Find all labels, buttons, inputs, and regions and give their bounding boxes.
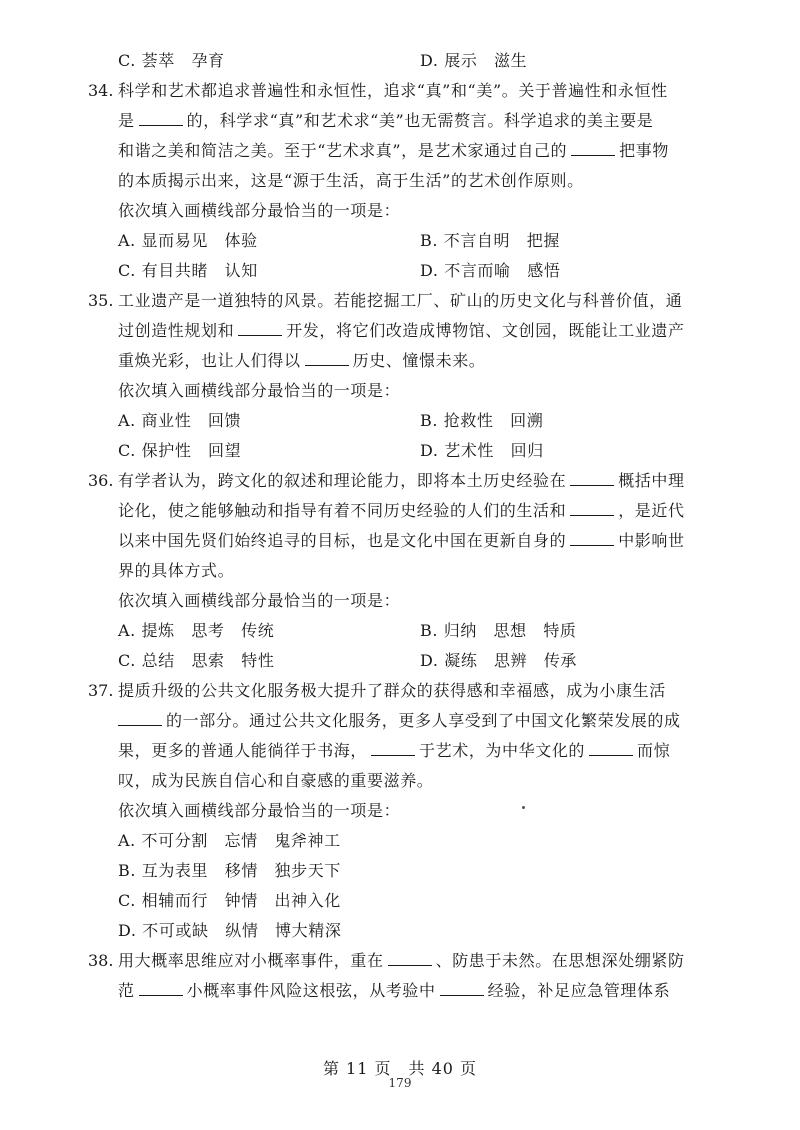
q36-stem-line: 界的具体方式。 xyxy=(118,561,235,580)
page-number: 179 xyxy=(388,1076,412,1090)
answer-blank xyxy=(570,531,614,546)
q34-stem-line: 科学和艺术都追求普遍性和永恒性，追求“真”和“美”。关于普遍性和永恒性 xyxy=(118,81,668,100)
answer-blank xyxy=(238,321,282,336)
answer-blank xyxy=(139,111,183,126)
q36-option-b[interactable]: B. 归纳 思想 特质 xyxy=(420,621,577,640)
q36-stem-text: ，是近代 xyxy=(618,501,685,520)
q37-option-c[interactable]: C. 相辅而行 钟情 出神入化 xyxy=(118,891,341,910)
q34-option-c[interactable]: C. 有目共睹 认知 xyxy=(118,261,258,280)
q37-option-d[interactable]: D. 不可或缺 纵情 博大精深 xyxy=(118,921,342,940)
answer-blank xyxy=(371,741,415,756)
question-number: 34. xyxy=(88,81,114,100)
q38-stem-text: 小概率事件风险这根弦，从考验中 xyxy=(186,981,436,1000)
q37-stem-line: 提质升级的公共文化服务极大提升了群众的获得感和幸福感，成为小康生活 xyxy=(118,681,666,700)
q37-prompt: 依次填入画横线部分最恰当的一项是： xyxy=(118,801,401,820)
q34-stem-text: 把事物 xyxy=(619,141,669,160)
q38-stem-text: 、防患于未然。在思想深处绷紧防 xyxy=(435,951,685,970)
answer-blank xyxy=(139,981,183,996)
q34-stem-text: 是 xyxy=(118,111,135,130)
q38-stem-line xyxy=(118,950,685,972)
answer-blank xyxy=(570,501,614,516)
answer-blank xyxy=(440,981,484,996)
q38-stem-text: 范 xyxy=(118,981,135,1000)
q38-stem-line xyxy=(118,980,670,1002)
q37-option-b[interactable]: B. 互为表里 移情 独步天下 xyxy=(118,861,341,880)
q34-option-a[interactable]: A. 显而易见 体验 xyxy=(118,231,258,250)
answer-blank xyxy=(305,351,349,366)
q34-option-d[interactable]: D. 不言而喻 感悟 xyxy=(420,261,561,280)
answer-blank xyxy=(118,711,162,726)
q36-stem-text: 论化，使之能够触动和指导有着不同历史经验的人们的生活和 xyxy=(118,501,567,520)
q34-option-b[interactable]: B. 不言自明 把握 xyxy=(420,231,560,250)
q37-stem-line: 叹，成为民族自信心和自豪感的重要滋养。 xyxy=(118,771,434,790)
question-number: 38. xyxy=(88,951,114,970)
q36-option-c[interactable]: C. 总结 思索 特性 xyxy=(118,651,275,670)
q36-stem-text: 以来中国先贤们始终追寻的目标，也是文化中国在更新自身的 xyxy=(118,531,567,550)
q35-stem-line xyxy=(118,350,485,372)
q37-stem-text: 的一部分。通过公共文化服务，更多人享受到了中国文化繁荣发展的成 xyxy=(166,711,681,730)
q34-stem-line xyxy=(118,140,669,162)
q35-stem-text: 开发，将它们改造成博物馆、文创园，既能让工业遗产 xyxy=(286,321,685,340)
q33-option-c[interactable]: C. 荟萃 孕育 xyxy=(118,51,225,70)
q34-stem-text: 和谐之美和简洁之美。至于“艺术求真”，是艺术家通过自己的 xyxy=(118,141,568,160)
q35-stem-line xyxy=(118,320,685,342)
q36-stem-line xyxy=(118,500,685,522)
question-number: 37. xyxy=(88,681,114,700)
q38-stem-text: 用大概率思维应对小概率事件，重在 xyxy=(118,951,384,970)
page-indicator: 第 11 页 共 40 页 xyxy=(322,1059,478,1078)
scan-speck xyxy=(522,806,525,809)
q37-stem-text: 而惊 xyxy=(637,741,671,760)
q35-stem-text: 过创造性规划和 xyxy=(118,321,235,340)
q36-stem-text: 概括中理 xyxy=(618,471,685,490)
q36-prompt: 依次填入画横线部分最恰当的一项是： xyxy=(118,591,401,610)
answer-blank xyxy=(571,141,615,156)
q37-stem-line xyxy=(118,710,681,732)
q37-stem-line xyxy=(118,740,670,762)
q37-stem-text: 于艺术，为中华文化的 xyxy=(419,741,586,760)
q36-option-d[interactable]: D. 凝练 思辨 传承 xyxy=(420,651,578,670)
q34-stem-text: 的，科学求“真”和艺术求“美”也无需赘言。科学追求的美主要是 xyxy=(186,111,654,130)
q34-stem-line: 的本质揭示出来，这是“源于生活，高于生活”的艺术创作原则。 xyxy=(118,171,584,190)
q33-option-d[interactable]: D. 展示 滋生 xyxy=(420,51,528,70)
q35-stem-text: 重焕光彩，也让人们得以 xyxy=(118,351,301,370)
q36-option-a[interactable]: A. 提炼 思考 传统 xyxy=(118,621,275,640)
q37-option-a[interactable]: A. 不可分割 忘情 鬼斧神工 xyxy=(118,831,341,850)
answer-blank xyxy=(589,741,633,756)
q34-prompt: 依次填入画横线部分最恰当的一项是： xyxy=(118,201,401,220)
q35-option-a[interactable]: A. 商业性 回馈 xyxy=(118,411,242,430)
q35-option-d[interactable]: D. 艺术性 回归 xyxy=(420,441,544,460)
q37-stem-text: 果，更多的普通人能徜徉于书海， xyxy=(118,741,368,760)
q35-prompt: 依次填入画横线部分最恰当的一项是： xyxy=(118,381,401,400)
question-number: 36. xyxy=(88,471,114,490)
answer-blank xyxy=(570,471,614,486)
q35-stem-text: 历史、憧憬未来。 xyxy=(352,351,486,370)
q35-stem-line: 工业遗产是一道独特的风景。若能挖掘工厂、矿山的历史文化与科普价值，通 xyxy=(118,291,683,310)
q34-stem-line xyxy=(118,110,653,132)
q35-option-c[interactable]: C. 保护性 回望 xyxy=(118,441,242,460)
q36-stem-text: 有学者认为，跨文化的叙述和理论能力，即将本土历史经验在 xyxy=(118,471,567,490)
q38-stem-text: 经验，补足应急管理体系 xyxy=(487,981,671,1000)
question-number: 35. xyxy=(88,291,114,310)
q36-stem-line xyxy=(118,530,685,552)
q36-stem-line xyxy=(118,470,685,492)
q36-stem-text: 中影响世 xyxy=(618,531,685,550)
q35-option-b[interactable]: B. 抢救性 回溯 xyxy=(420,411,544,430)
answer-blank xyxy=(388,951,432,966)
